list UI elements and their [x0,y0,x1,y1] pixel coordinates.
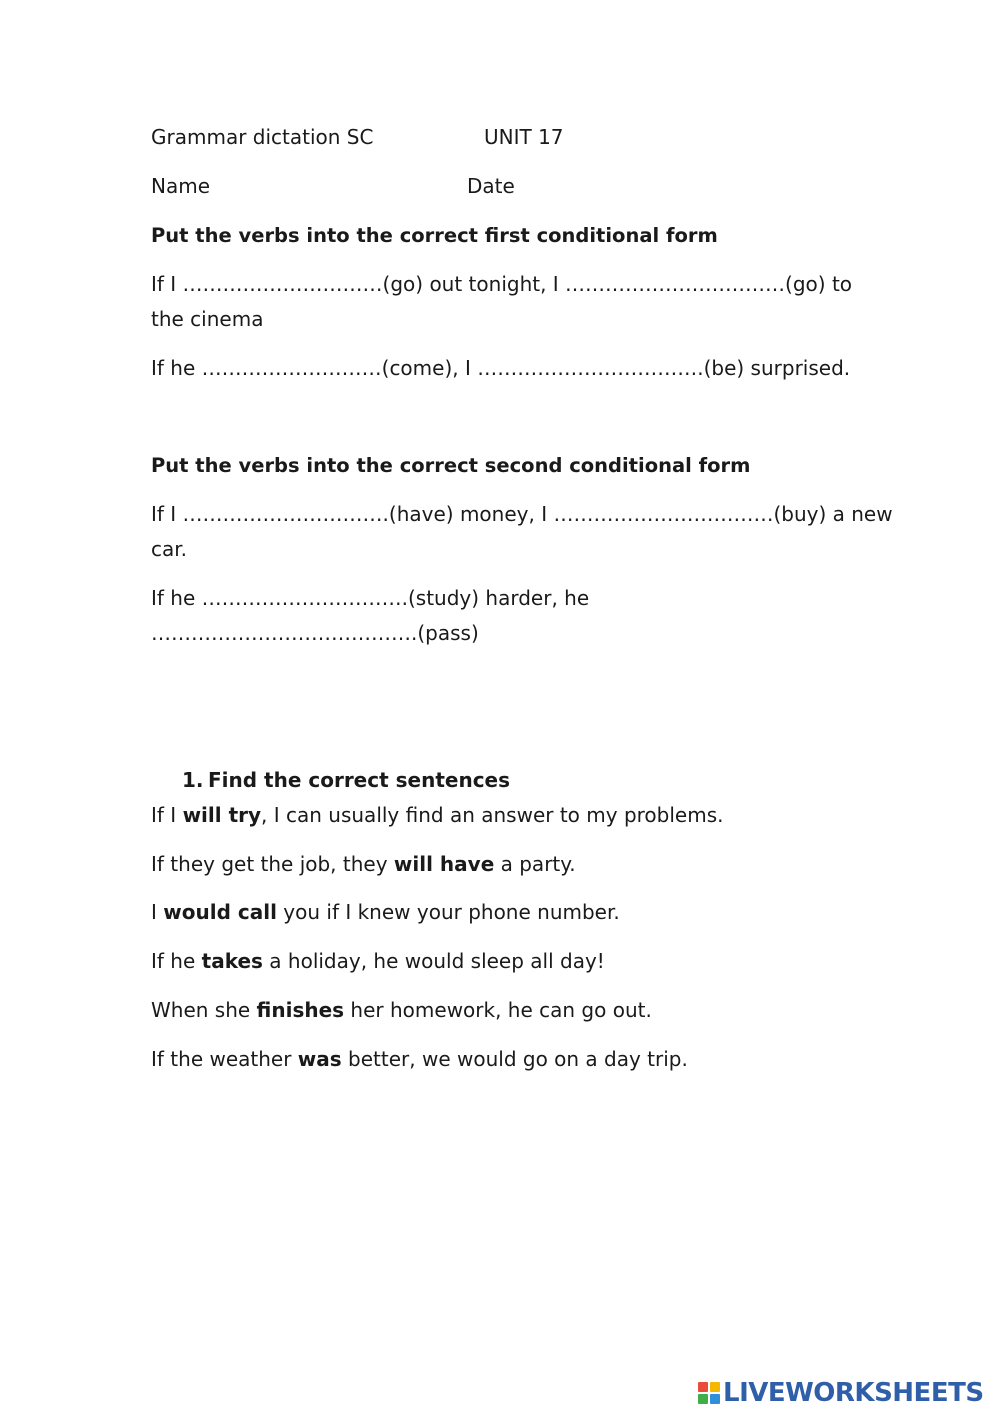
second-conditional-item-1-line-1: If I ………………………….(have) money, I ……………………………(buy) a new [151,502,893,526]
sentence-text: If the weather [151,1047,298,1071]
sentence-text: If he [151,949,202,973]
name-label: Name [151,174,211,198]
sentence-text: a party. [494,852,576,876]
find-correct-heading [182,763,902,798]
section-title: Find the correct sentences [208,768,511,792]
sentence-text: better, we would go on a day trip. [341,1047,688,1071]
logo-square-blue [710,1394,720,1404]
date-label: Date [467,174,515,198]
second-conditional-item-2-line-2: ………………………………….(pass) [151,621,479,645]
sentence-text: When she [151,998,257,1022]
sentence-3 [151,895,871,930]
first-conditional-item-1-line-1: If I …………………………(go) out tonight, I ……………………………(go) to [151,272,853,296]
logo-square-green [698,1394,708,1404]
second-conditional-item-2-line-1: If he ………………………….(study) harder, he [151,586,590,610]
worksheet-title: Grammar dictation SC [151,125,374,149]
sentence-4 [151,944,871,979]
sentence-bold-verb: will have [393,852,495,876]
section-number: 1. [182,768,204,792]
first-conditional-item-1-line-2: the cinema [151,307,264,331]
first-conditional-instruction: Put the verbs into the correct first conditional form [151,224,718,247]
logo-square-red [698,1382,708,1392]
sentence-bold-verb: will try [182,803,262,827]
sentence-1 [151,798,871,833]
second-conditional-item-1-line-2: car. [151,537,187,561]
second-conditional-instruction: Put the verbs into the correct second conditional form [151,454,751,477]
sentence-text: If I [151,803,183,827]
liveworksheets-logo[interactable] [698,1378,984,1408]
sentence-text: a holiday, he would sleep all day! [262,949,605,973]
sentence-text: her homework, he can go out. [344,998,652,1022]
sentence-bold-verb: was [297,1047,342,1071]
liveworksheets-logo-icon [698,1382,720,1404]
date-row [467,169,667,204]
logo-text: LIVEWORKSHEETS [723,1378,984,1408]
sentence-text: you if I knew your phone number. [276,900,620,924]
sentence-2 [151,847,871,882]
unit-label-row [484,120,684,155]
sentence-bold-verb: takes [201,949,263,973]
unit-label: UNIT 17 [484,125,564,149]
sentence-text: , I can usually find an answer to my problems. [261,803,724,827]
sentence-bold-verb: finishes [256,998,345,1022]
logo-square-yellow [710,1382,720,1392]
sentence-5 [151,993,871,1028]
sentence-text: If they get the job, they [151,852,394,876]
sentence-bold-verb: would call [163,900,277,924]
sentence-text: I [151,900,164,924]
first-conditional-item-2: If he ………………………(come), I …………………………….(be) surprised. [151,356,851,380]
sentence-6 [151,1042,871,1077]
